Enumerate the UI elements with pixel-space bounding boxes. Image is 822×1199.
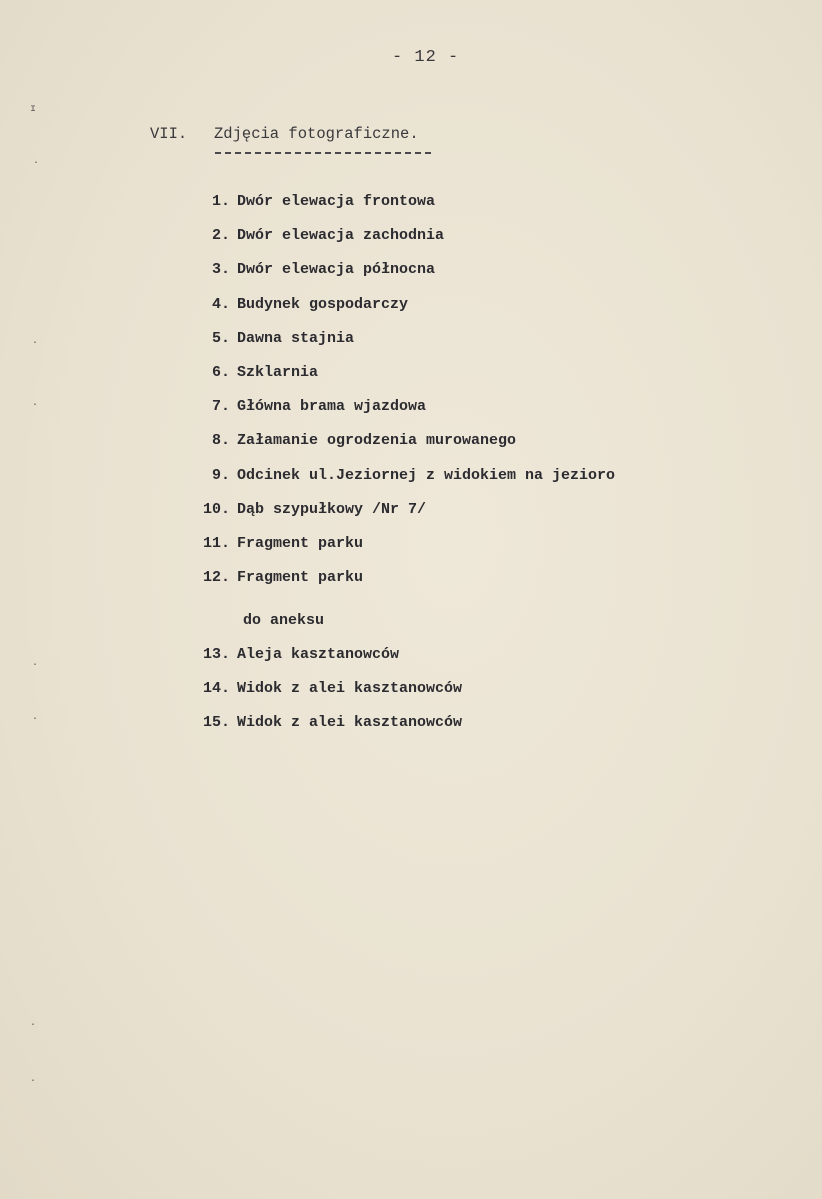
item-number: 7.: [211, 398, 230, 416]
margin-mark: ·: [32, 714, 39, 725]
item-number: 2.: [211, 227, 230, 245]
list-item: [190, 535, 363, 552]
list-item: [190, 364, 318, 381]
item-text: Załamanie ogrodzenia murowanego: [237, 432, 517, 450]
list-item: [190, 646, 399, 663]
list-item: [190, 193, 435, 210]
list-item: [190, 680, 462, 697]
list-item: [190, 330, 354, 347]
margin-mark: ·: [30, 1020, 37, 1031]
item-number: 6.: [211, 364, 230, 381]
item-text: Budynek gospodarczy: [237, 295, 409, 313]
margin-mark: ·: [33, 158, 40, 169]
item-number: 15.: [202, 714, 230, 731]
item-text: Główna brama wjazdowa: [237, 398, 427, 416]
item-number: 3.: [211, 261, 230, 279]
item-text: Aleja kasztanowców: [237, 646, 400, 663]
item-number: 11.: [202, 535, 230, 552]
list-item: [190, 261, 435, 278]
item-number: 10.: [202, 500, 230, 518]
item-number: 5.: [211, 329, 230, 347]
item-number: 9.: [211, 466, 230, 484]
section-number: VII.: [150, 125, 188, 143]
item-text: Widok z alei kasztanowców: [237, 714, 463, 731]
list-item: [190, 501, 426, 518]
item-text: Dwór elewacja północna: [237, 261, 436, 279]
list-item: [190, 398, 426, 415]
margin-mark: ɪ: [30, 104, 37, 115]
item-text: Dawna stajnia: [237, 329, 355, 347]
item-text: Fragment parku: [237, 569, 364, 587]
section-heading: [150, 125, 419, 143]
section-title: Zdjęcia fotograficzne.: [214, 125, 419, 143]
item-number: 8.: [211, 432, 230, 450]
item-text: Dwór elewacja zachodnia: [237, 227, 445, 245]
item-number: 1.: [211, 193, 230, 210]
page-number: - 12 -: [392, 48, 460, 67]
margin-mark: ·: [32, 660, 39, 671]
list-item: [190, 432, 516, 449]
item-number: 14.: [202, 680, 230, 697]
margin-mark: ·: [30, 1076, 37, 1087]
item-text: Widok z alei kasztanowców: [237, 680, 463, 697]
margin-mark: ·: [32, 338, 39, 349]
margin-mark: ·: [32, 400, 39, 411]
item-number: 4.: [211, 295, 230, 313]
item-text: Dwór elewacja frontowa: [237, 193, 436, 210]
item-number: 12.: [202, 569, 230, 587]
item-text: Dąb szypułkowy /Nr 7/: [237, 500, 427, 518]
list-item: [190, 227, 444, 244]
item-text: Szklarnia: [237, 364, 319, 381]
list-item: [190, 467, 615, 484]
list-item: [190, 714, 462, 731]
item-text: Fragment parku: [237, 535, 364, 552]
item-text: Odcinek ul.Jeziornej z widokiem na jezioro: [237, 466, 616, 484]
section-underline: [215, 152, 431, 154]
list-item: [190, 296, 408, 313]
list-item: [190, 569, 363, 586]
annex-label: do aneksu: [243, 612, 325, 629]
item-number: 13.: [202, 646, 230, 663]
